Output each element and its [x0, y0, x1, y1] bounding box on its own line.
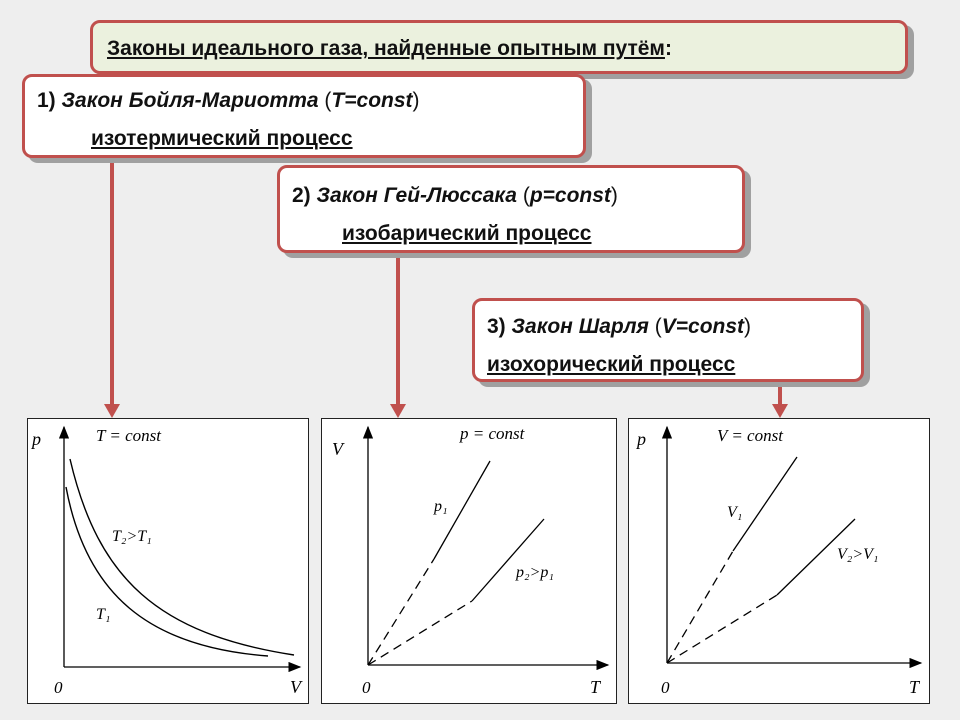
y-axis-label: p — [32, 429, 41, 449]
x-axis-label: T — [590, 677, 601, 697]
chart-isobar-svg — [322, 419, 618, 705]
isotherm-curve-t2 — [70, 459, 294, 655]
arrow-law1-head — [104, 404, 120, 418]
law-process: изохорический процесс — [487, 353, 736, 376]
line-label-shallow: p₂>p₁ — [516, 564, 554, 581]
law-heading: 2) Закон Гей-Люссака (p=const) — [292, 184, 618, 207]
isotherm-curve-t1 — [66, 487, 268, 656]
isobar-p1-extrapolation — [368, 559, 434, 665]
page-title — [107, 37, 672, 61]
origin-label: 0 — [661, 678, 670, 697]
condition-label: T = const — [96, 426, 162, 445]
title-text: Законы идеального газа, найденные опытным путём — [107, 37, 665, 60]
law-process: изотермический процесс — [91, 127, 353, 150]
law-box-boyle-mariotte — [22, 74, 586, 158]
chart-isobar — [321, 418, 617, 704]
title-box — [90, 20, 908, 74]
origin-label: 0 — [54, 678, 63, 697]
isochore-v1-extrapolation — [667, 551, 733, 663]
curve-label-lower: T₁ — [96, 606, 111, 623]
chart-isochore — [628, 418, 930, 704]
law-heading: 1) Закон Бойля-Мариотта (T=const) — [37, 89, 420, 112]
title-suffix: : — [664, 37, 672, 60]
chart-isotherm-svg — [28, 419, 310, 705]
condition-label: V = const — [717, 426, 783, 445]
chart-isotherm — [27, 418, 309, 704]
law-box-charles — [472, 298, 864, 382]
law-heading: 3) Закон Шарля (V=const) — [487, 315, 752, 338]
isochore-v1-line — [733, 457, 797, 551]
condition-label: p = const — [460, 424, 525, 443]
law-box-gay-lussac — [277, 165, 745, 253]
x-axis-label: V — [290, 677, 301, 697]
isobar-p2-extrapolation — [368, 601, 472, 665]
isobar-p2-line — [472, 519, 544, 601]
law-process: изобарический процесс — [342, 222, 592, 245]
origin-label: 0 — [362, 678, 371, 697]
y-axis-label: p — [637, 429, 646, 449]
line-label-shallow: V₂>V₁ — [837, 546, 879, 563]
arrow-law3-head — [772, 404, 788, 418]
y-axis-label: V — [332, 439, 343, 459]
line-label-steep: V₁ — [727, 504, 743, 521]
isochore-v2-extrapolation — [667, 595, 777, 663]
chart-isochore-svg — [629, 419, 931, 705]
x-axis-label: T — [909, 677, 920, 697]
curve-label-upper: T₂>T₁ — [112, 528, 152, 545]
arrow-law2-head — [390, 404, 406, 418]
line-label-steep: p₁ — [434, 498, 448, 515]
